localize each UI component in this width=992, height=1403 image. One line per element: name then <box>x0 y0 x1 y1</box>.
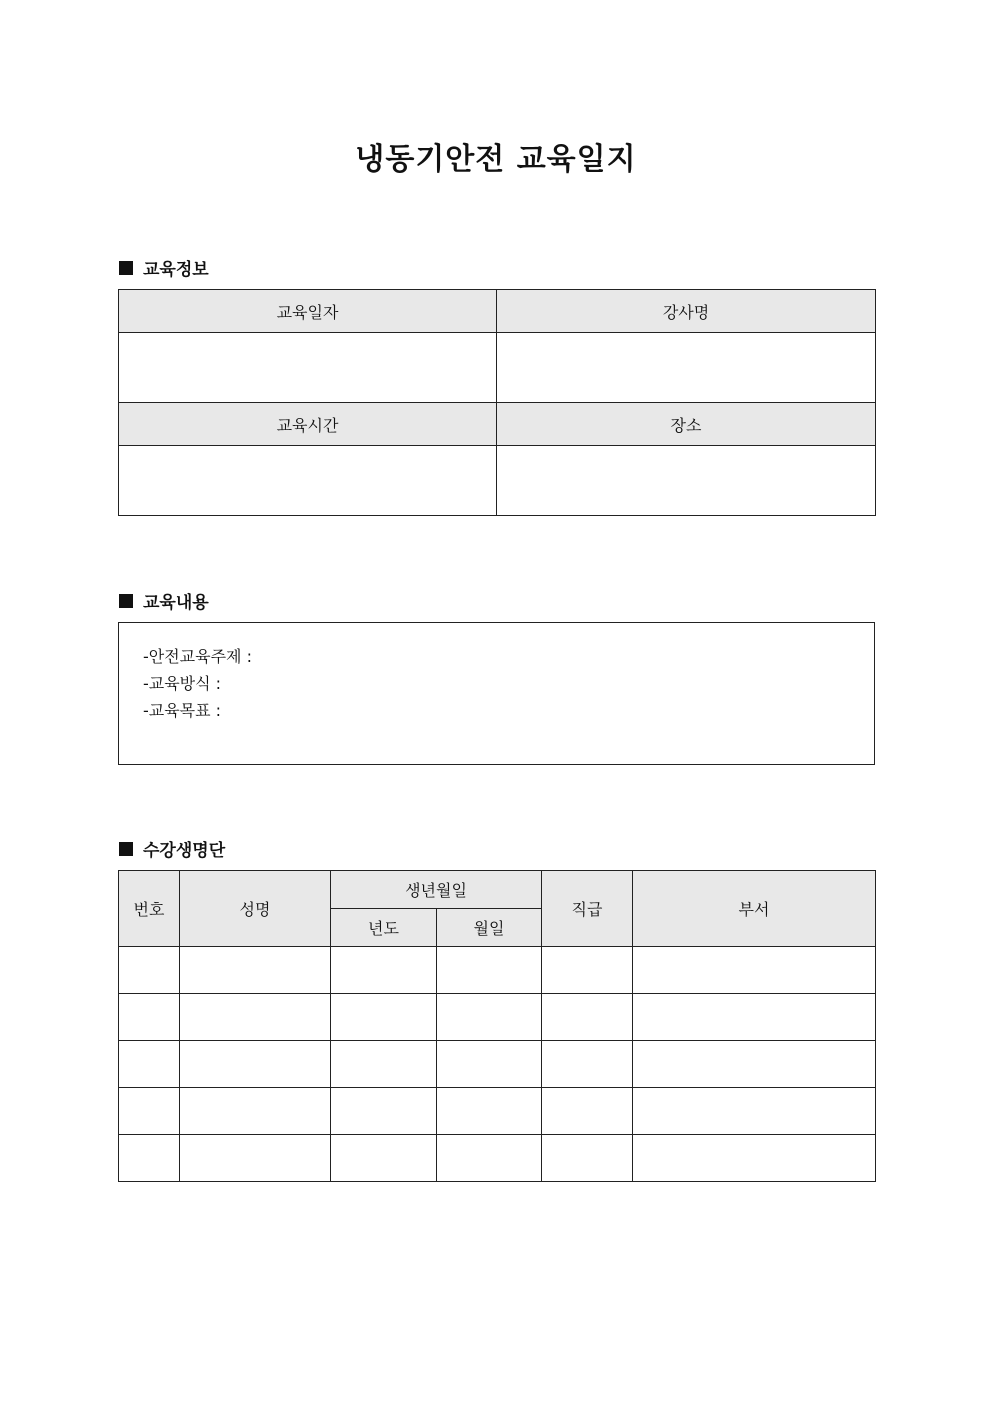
position-cell[interactable] <box>542 1088 633 1135</box>
content-line-goal: -교육목표 : <box>143 701 222 720</box>
birth-year-cell[interactable] <box>331 994 437 1041</box>
section-heading-info <box>119 255 209 280</box>
student-list-table <box>118 870 876 1182</box>
name-cell[interactable] <box>180 1135 331 1182</box>
number-cell[interactable] <box>119 1041 180 1088</box>
birth-year-cell[interactable] <box>331 1088 437 1135</box>
student-header-row <box>119 871 876 909</box>
section-heading-students-label: 수강생명단 <box>143 841 226 861</box>
header-number: 번호 <box>119 871 180 947</box>
info-header-row <box>119 403 876 446</box>
birth-month-day-cell[interactable] <box>437 1135 542 1182</box>
name-cell[interactable] <box>180 1088 331 1135</box>
header-month-day: 월일 <box>437 909 542 947</box>
section-heading-students <box>119 836 225 861</box>
student-rows <box>119 947 876 1182</box>
page-title: 냉동기안전 교육일지 <box>355 142 637 177</box>
table-row <box>119 947 876 994</box>
birth-year-cell[interactable] <box>331 947 437 994</box>
table-row <box>119 994 876 1041</box>
instructor-name-field[interactable] <box>497 333 876 403</box>
position-cell[interactable] <box>542 1135 633 1182</box>
info-header-row <box>119 290 876 333</box>
section-heading-info-label: 교육정보 <box>143 260 209 280</box>
table-row <box>119 1135 876 1182</box>
header-birthdate: 생년월일 <box>331 871 542 909</box>
header-position: 직급 <box>542 871 633 947</box>
department-cell[interactable] <box>633 1041 876 1088</box>
birth-year-cell[interactable] <box>331 1135 437 1182</box>
square-bullet-icon <box>119 261 133 275</box>
department-cell[interactable] <box>633 947 876 994</box>
birth-month-day-cell[interactable] <box>437 947 542 994</box>
position-cell[interactable] <box>542 947 633 994</box>
name-cell[interactable] <box>180 947 331 994</box>
header-name: 성명 <box>180 871 331 947</box>
header-education-time: 교육시간 <box>119 403 497 446</box>
header-department: 부서 <box>633 871 876 947</box>
number-cell[interactable] <box>119 1135 180 1182</box>
number-cell[interactable] <box>119 994 180 1041</box>
birth-month-day-cell[interactable] <box>437 1088 542 1135</box>
birth-year-cell[interactable] <box>331 1041 437 1088</box>
header-instructor-name: 강사명 <box>497 290 876 333</box>
number-cell[interactable] <box>119 1088 180 1135</box>
table-row <box>119 1088 876 1135</box>
education-content-box[interactable] <box>118 622 875 765</box>
name-cell[interactable] <box>180 1041 331 1088</box>
education-time-field[interactable] <box>119 446 497 516</box>
number-cell[interactable] <box>119 947 180 994</box>
location-field[interactable] <box>497 446 876 516</box>
name-cell[interactable] <box>180 994 331 1041</box>
department-cell[interactable] <box>633 1088 876 1135</box>
education-info-table <box>118 289 876 516</box>
header-location: 장소 <box>497 403 876 446</box>
content-line-method: -교육방식 : <box>143 674 222 693</box>
square-bullet-icon <box>119 594 133 608</box>
content-lines <box>143 643 252 724</box>
info-value-row <box>119 333 876 403</box>
table-row <box>119 1041 876 1088</box>
position-cell[interactable] <box>542 1041 633 1088</box>
birth-month-day-cell[interactable] <box>437 994 542 1041</box>
section-heading-content <box>119 588 209 613</box>
info-value-row <box>119 446 876 516</box>
square-bullet-icon <box>119 842 133 856</box>
position-cell[interactable] <box>542 994 633 1041</box>
education-date-field[interactable] <box>119 333 497 403</box>
content-line-topic: -안전교육주제 : <box>143 647 252 666</box>
header-education-date: 교육일자 <box>119 290 497 333</box>
section-heading-content-label: 교육내용 <box>143 593 209 613</box>
birth-month-day-cell[interactable] <box>437 1041 542 1088</box>
header-year: 년도 <box>331 909 437 947</box>
department-cell[interactable] <box>633 994 876 1041</box>
department-cell[interactable] <box>633 1135 876 1182</box>
